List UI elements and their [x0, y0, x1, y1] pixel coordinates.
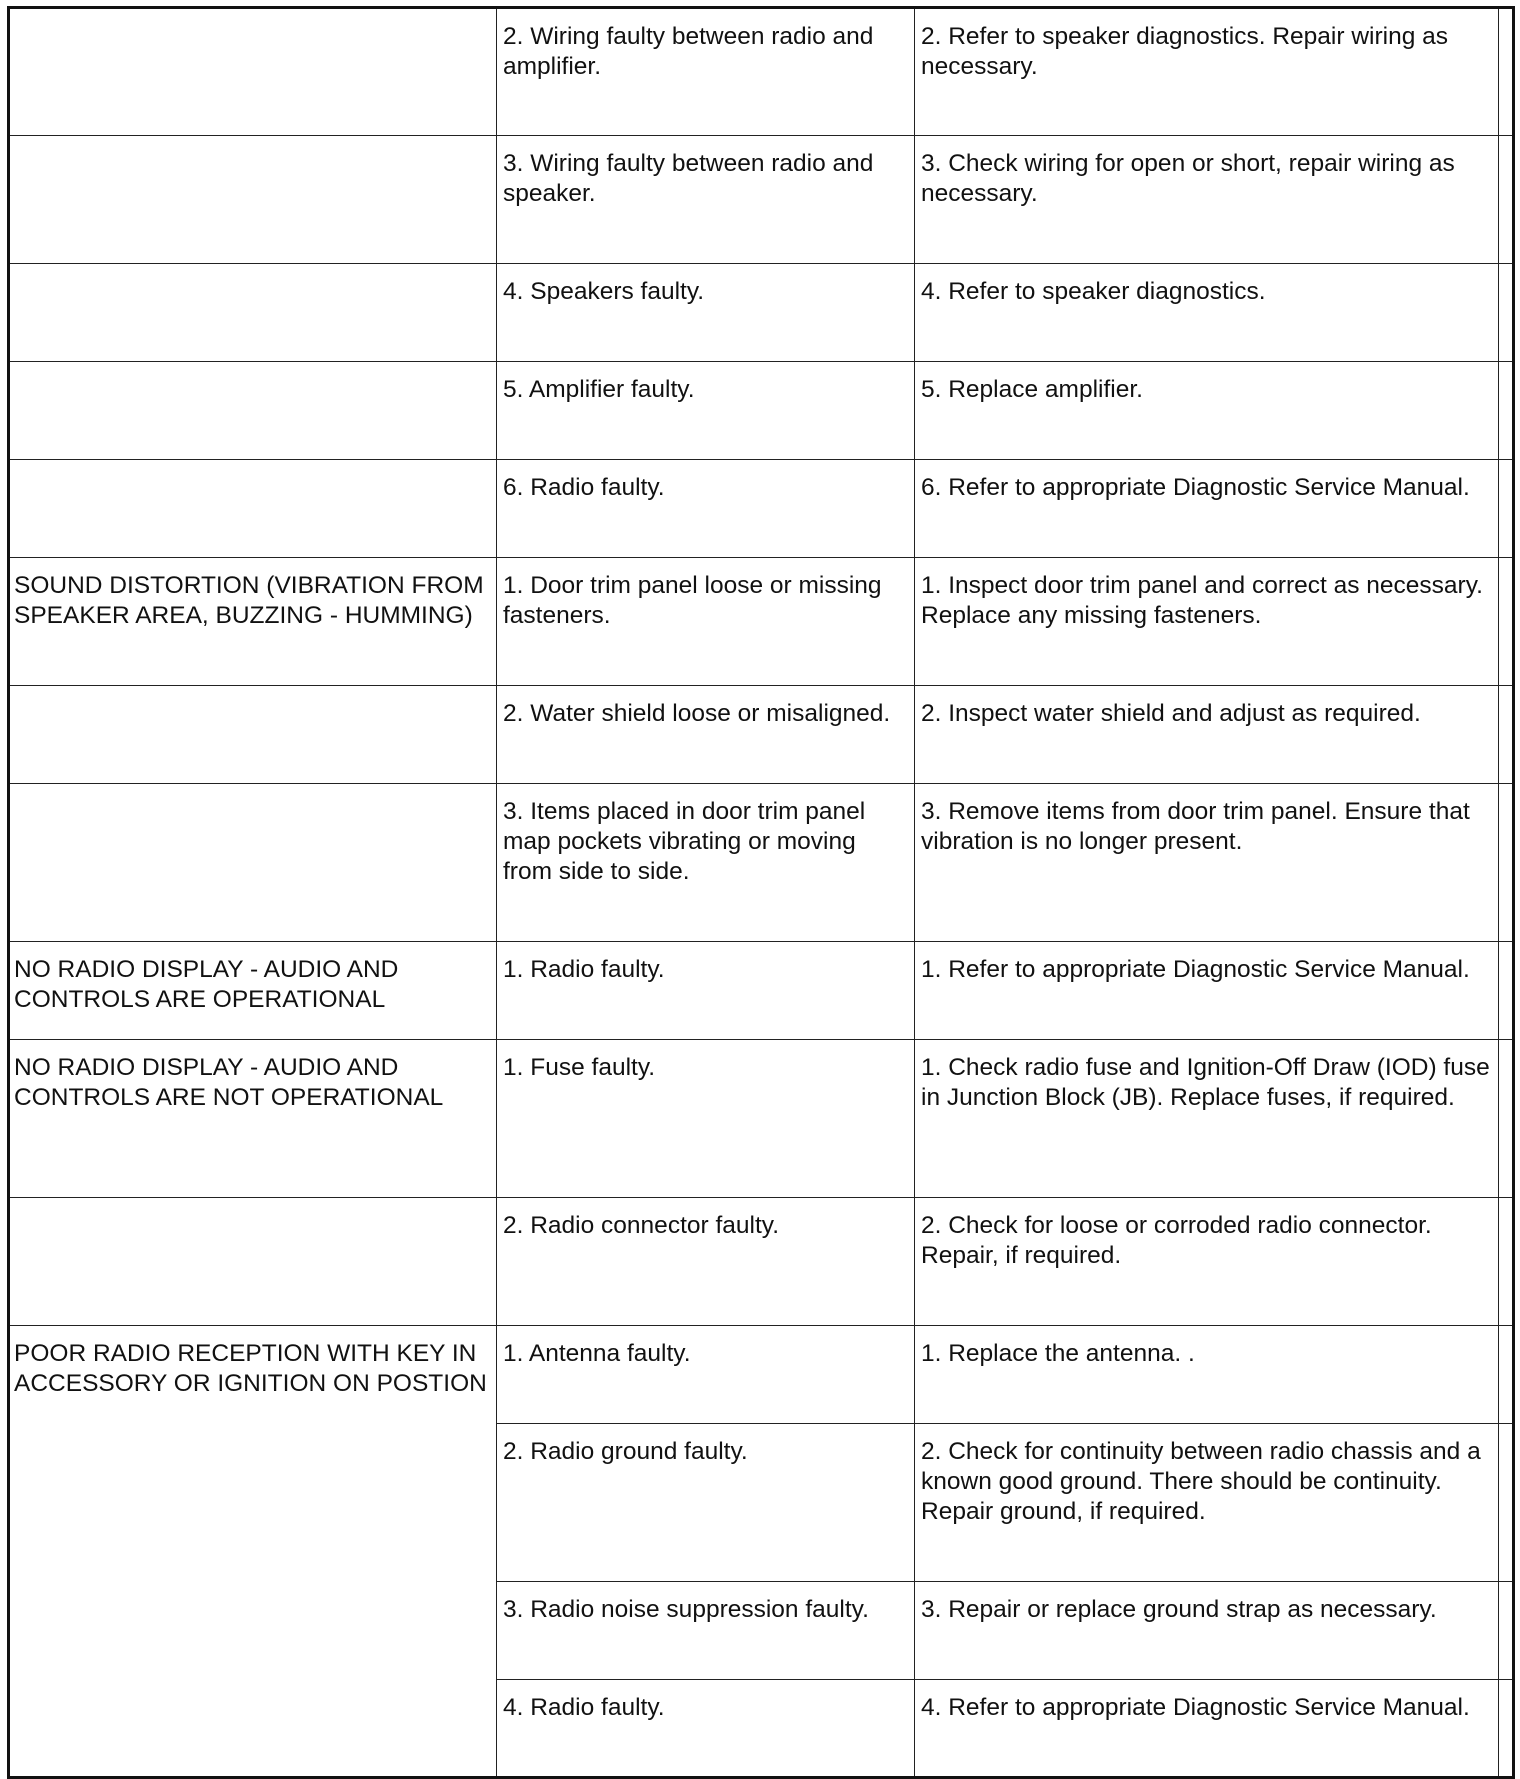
cause-text: 4. Speakers faulty. — [503, 278, 705, 305]
condition-cell — [9, 1198, 497, 1326]
cause-text: 3. Radio noise suppression faulty. — [503, 1596, 869, 1623]
cause-cell — [497, 558, 915, 686]
correction-cell — [915, 784, 1499, 942]
condition-text: SOUND DISTORTION (VIBRATION FROM SPEAKER AREA, BUZZING - HUMMING) — [14, 572, 484, 629]
condition-cell — [9, 460, 497, 558]
table-row — [9, 1326, 1514, 1424]
blank-cell — [1499, 1040, 1514, 1198]
cause-cell — [497, 942, 915, 1040]
correction-cell — [915, 136, 1499, 264]
condition-cell — [9, 686, 497, 784]
correction-cell — [915, 942, 1499, 1040]
blank-cell — [1499, 784, 1514, 942]
cause-cell — [497, 362, 915, 460]
correction-cell — [915, 1040, 1499, 1198]
correction-cell — [915, 558, 1499, 686]
correction-text: 5. Replace amplifier. — [921, 376, 1143, 403]
correction-cell — [915, 8, 1499, 136]
cause-text: 4. Radio faulty. — [503, 1694, 665, 1721]
condition-cell — [9, 362, 497, 460]
condition-cell — [9, 558, 497, 686]
correction-text: 3. Remove items from door trim panel. Ensure that vibration is no longer present. — [921, 798, 1470, 855]
correction-cell — [915, 1424, 1499, 1582]
correction-text: 2. Inspect water shield and adjust as required. — [921, 700, 1421, 727]
blank-cell — [1499, 686, 1514, 784]
cause-text: 3. Wiring faulty between radio and speaker. — [503, 150, 874, 207]
condition-cell — [9, 136, 497, 264]
condition-cell — [9, 1040, 497, 1198]
blank-cell — [1499, 362, 1514, 460]
correction-text: 2. Refer to speaker diagnostics. Repair wiring as necessary. — [921, 23, 1449, 80]
table-row — [9, 1198, 1514, 1326]
cause-text: 1. Radio faulty. — [503, 956, 665, 983]
correction-text: 2. Check for loose or corroded radio connector. Repair, if required. — [921, 1212, 1432, 1269]
correction-text: 1. Inspect door trim panel and correct as necessary. Replace any missing fasteners. — [921, 572, 1483, 629]
diagnosis-table — [7, 6, 1515, 1779]
cause-text: 3. Items placed in door trim panel map pockets vibrating or moving from side to side. — [503, 798, 866, 885]
correction-text: 3. Check wiring for open or short, repair wiring as necessary. — [921, 150, 1455, 207]
table-row — [9, 784, 1514, 942]
table-row — [9, 942, 1514, 1040]
condition-text: NO RADIO DISPLAY - AUDIO AND CONTROLS ARE OPERATIONAL — [14, 956, 399, 1013]
condition-text: POOR RADIO RECEPTION WITH KEY IN ACCESSORY OR IGNITION ON POSTION — [14, 1340, 487, 1397]
correction-text: 3. Repair or replace ground strap as necessary. — [921, 1596, 1437, 1623]
cause-cell — [497, 1198, 915, 1326]
blank-cell — [1499, 136, 1514, 264]
correction-cell — [915, 1680, 1499, 1778]
correction-text: 1. Refer to appropriate Diagnostic Service Manual. — [921, 956, 1470, 983]
cause-cell — [497, 1424, 915, 1582]
table-row — [9, 362, 1514, 460]
correction-text: 6. Refer to appropriate Diagnostic Service Manual. — [921, 474, 1470, 501]
table-row — [9, 686, 1514, 784]
cause-cell — [497, 784, 915, 942]
blank-cell — [1499, 8, 1514, 136]
condition-cell — [9, 264, 497, 362]
blank-cell — [1499, 942, 1514, 1040]
correction-text: 1. Replace the antenna. . — [921, 1340, 1195, 1367]
blank-cell — [1499, 1198, 1514, 1326]
correction-cell — [915, 1326, 1499, 1424]
correction-text: 2. Check for continuity between radio chassis and a known good ground. There should be continuity. Repair ground, if required. — [921, 1438, 1481, 1525]
condition-cell — [9, 942, 497, 1040]
condition-cell — [9, 8, 497, 136]
blank-cell — [1499, 460, 1514, 558]
condition-text: NO RADIO DISPLAY - AUDIO AND CONTROLS ARE NOT OPERATIONAL — [14, 1054, 444, 1111]
table-row — [9, 460, 1514, 558]
blank-cell — [1499, 1326, 1514, 1424]
cause-cell — [497, 1326, 915, 1424]
blank-cell — [1499, 1680, 1514, 1778]
table-row — [9, 558, 1514, 686]
diagnosis-table-body — [9, 8, 1514, 1778]
correction-text: 4. Refer to appropriate Diagnostic Service Manual. — [921, 1694, 1470, 1721]
blank-cell — [1499, 558, 1514, 686]
cause-text: 1. Antenna faulty. — [503, 1340, 691, 1367]
table-row — [9, 136, 1514, 264]
blank-cell — [1499, 1582, 1514, 1680]
correction-text: 1. Check radio fuse and Ignition-Off Draw (IOD) fuse in Junction Block (JB). Replace fuses, if required. — [921, 1054, 1490, 1111]
cause-text: 2. Radio ground faulty. — [503, 1438, 748, 1465]
cause-cell — [497, 460, 915, 558]
cause-cell — [497, 8, 915, 136]
cause-text: 1. Door trim panel loose or missing fasteners. — [503, 572, 882, 629]
correction-cell — [915, 264, 1499, 362]
correction-cell — [915, 686, 1499, 784]
correction-text: 4. Refer to speaker diagnostics. — [921, 278, 1266, 305]
condition-cell — [9, 784, 497, 942]
cause-text: 5. Amplifier faulty. — [503, 376, 695, 403]
cause-cell — [497, 1040, 915, 1198]
blank-cell — [1499, 264, 1514, 362]
cause-text: 6. Radio faulty. — [503, 474, 665, 501]
cause-cell — [497, 1582, 915, 1680]
table-row — [9, 1040, 1514, 1198]
correction-cell — [915, 1582, 1499, 1680]
cause-cell — [497, 686, 915, 784]
cause-cell — [497, 136, 915, 264]
cause-cell — [497, 264, 915, 362]
correction-cell — [915, 460, 1499, 558]
blank-cell — [1499, 1424, 1514, 1582]
cause-text: 2. Water shield loose or misaligned. — [503, 700, 891, 727]
correction-cell — [915, 362, 1499, 460]
condition-cell — [9, 1326, 497, 1778]
cause-text: 1. Fuse faulty. — [503, 1054, 656, 1081]
cause-text: 2. Radio connector faulty. — [503, 1212, 780, 1239]
correction-cell — [915, 1198, 1499, 1326]
cause-text: 2. Wiring faulty between radio and amplifier. — [503, 23, 874, 80]
table-row — [9, 264, 1514, 362]
cause-cell — [497, 1680, 915, 1778]
table-row — [9, 8, 1514, 136]
